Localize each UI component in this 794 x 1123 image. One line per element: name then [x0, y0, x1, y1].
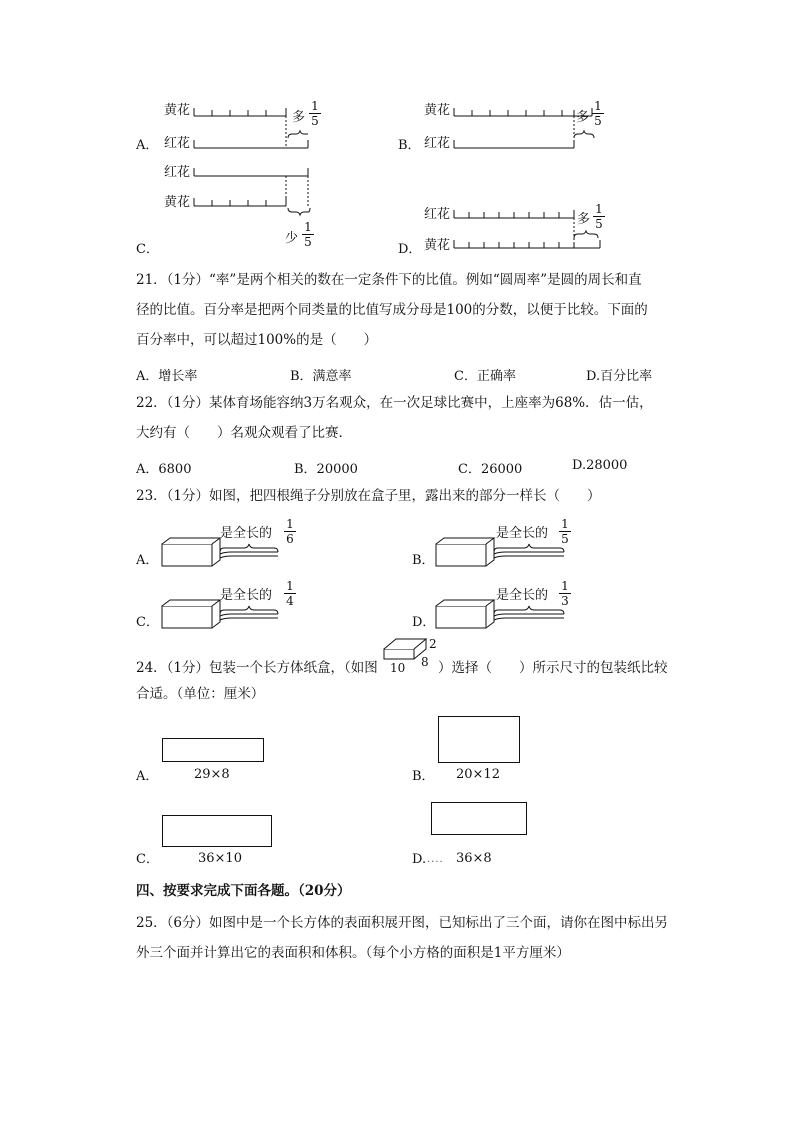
q20-b-row2-label: 红花	[424, 136, 451, 151]
q20-c-note: 少	[285, 231, 299, 246]
q23-d-option-label[interactable]: D．	[412, 615, 436, 630]
q24-d-size: 36×8	[456, 851, 492, 866]
q20-b-option-label: B．	[398, 138, 421, 153]
q24-d-option-label[interactable]: D.	[412, 852, 427, 867]
q23-b-text: 是全长的	[496, 526, 549, 541]
q24-b-rectangle	[438, 716, 520, 763]
q20-c-option-label: C．	[136, 242, 159, 257]
q23-c-option-label[interactable]: C．	[136, 615, 159, 630]
q23-d-frac-num: 1	[561, 579, 569, 593]
q23-c-frac-num: 1	[286, 579, 294, 593]
q24-line2: 合适。（单位：厘米）	[136, 686, 265, 702]
q24-dim-width: 8	[421, 655, 429, 669]
q20-d-option-label: D．	[398, 242, 422, 257]
q22-line2: 大约有（ ）名观众观看了比赛．	[136, 425, 352, 441]
q23-d-text: 是全长的	[496, 588, 549, 603]
q24-prefix: 24．（1分）包装一个长方体纸盒，（如图	[136, 660, 378, 676]
q23-d-frac-den: 3	[561, 594, 569, 608]
q20-c-frac-den: 5	[304, 235, 312, 249]
q20-d-note: 多	[577, 212, 591, 227]
q24-d-rectangle	[431, 802, 527, 835]
section-4-title: 四、按要求完成下面各题。（20分）	[136, 883, 351, 899]
q23-b-frac-den: 5	[561, 532, 569, 546]
q24-suffix: ）选择（ ）所示尺寸的包装纸比较	[438, 660, 668, 676]
q20-b-note: 多	[576, 110, 590, 125]
q23-b-frac-num: 1	[561, 517, 569, 531]
q20-a-frac-den: 5	[311, 114, 319, 128]
q23-b-option-label[interactable]: B．	[412, 553, 435, 568]
q23-c-frac-den: 4	[286, 594, 294, 608]
q22-option-c[interactable]: C．26000	[458, 462, 523, 477]
q21-line1: 21．（1分）“率”是两个相关的数在一定条件下的比值。例如“圆周率”是圆的周长和直	[136, 272, 642, 288]
q21-option-b[interactable]: B．满意率	[290, 369, 352, 384]
q24-c-size: 36×10	[198, 851, 242, 866]
q22-option-a[interactable]: A．6800	[136, 462, 192, 477]
q24-b-size: 20×12	[456, 767, 500, 782]
q20-a-row2-label: 红花	[164, 136, 191, 151]
q25-line2: 外三个面并计算出它的表面积和体积。（每个小方格的面积是1平方厘米）	[136, 945, 570, 961]
q20-a-row1-label: 黄花	[164, 103, 191, 118]
q21-option-a[interactable]: A．增长率	[136, 369, 198, 384]
q23-a-fraction	[284, 518, 296, 545]
q20-b-frac-num: 1	[594, 99, 602, 113]
q24-c-rectangle	[162, 815, 272, 847]
q23-a-option-label[interactable]: A．	[136, 553, 159, 568]
q24-b-option-label[interactable]: B．	[412, 769, 435, 784]
q22-option-d[interactable]: D.28000	[572, 458, 628, 473]
q20-b-frac-den: 5	[594, 114, 602, 128]
q24-dim-height: 2	[429, 637, 437, 651]
q20-a-fraction	[309, 100, 321, 127]
q24-dim-length: 10	[390, 661, 406, 675]
q20-a-option-label: A．	[136, 138, 159, 153]
q23-a-text: 是全长的	[220, 526, 273, 541]
q24-a-size: 29×8	[194, 767, 230, 782]
q24-d-dots: ····	[427, 857, 444, 868]
q23-line1: 23．（1分）如图，把四根绳子分别放在盒子里，露出来的部分一样长（ ）	[136, 488, 601, 504]
q20-b-row1-label: 黄花	[424, 103, 451, 118]
q23-b-fraction	[559, 518, 571, 545]
q20-c-fraction	[302, 221, 314, 248]
q20-a-note: 多	[292, 110, 306, 125]
q20-d-fraction	[593, 203, 605, 230]
q23-c-text: 是全长的	[220, 588, 273, 603]
q25-line1: 25．（6分）如图中是一个长方体的表面积展开图，已知标出了三个面，请你在图中标出另	[136, 915, 669, 931]
q24-a-rectangle	[162, 738, 264, 762]
q21-line3: 百分率中，可以超过100%的是（ ）	[136, 332, 378, 348]
q24-a-option-label[interactable]: A．	[136, 769, 159, 784]
q23-a-frac-den: 6	[286, 532, 294, 546]
q20-a-frac-num: 1	[311, 99, 319, 113]
q20-d-row2-label: 黄花	[424, 238, 451, 253]
q20-c-row2-label: 黄花	[164, 195, 191, 210]
q20-c-bar-diagram	[194, 164, 314, 224]
q20-b-fraction	[592, 100, 604, 127]
q20-d-frac-den: 5	[595, 217, 603, 231]
q20-d-row1-label: 红花	[424, 207, 451, 222]
q23-a-frac-num: 1	[286, 517, 294, 531]
q21-option-c[interactable]: C．正确率	[454, 369, 516, 384]
q20-d-frac-num: 1	[595, 202, 603, 216]
q23-c-fraction	[284, 580, 296, 607]
q21-option-d[interactable]: D.百分比率	[586, 369, 653, 384]
q20-c-row1-label: 红花	[164, 165, 191, 180]
q22-line1: 22．（1分）某体育场能容纳3万名观众，在一次足球比赛中，上座率为68%．估一估，	[136, 395, 653, 411]
q23-d-fraction	[559, 580, 571, 607]
q22-option-b[interactable]: B．20000	[294, 462, 358, 477]
q21-line2: 径的比值。百分率是把两个同类量的比值写成分母是100的分数，以便于比较。下面的	[136, 302, 648, 318]
q24-c-option-label[interactable]: C．	[136, 852, 159, 867]
q20-c-frac-num: 1	[304, 220, 312, 234]
